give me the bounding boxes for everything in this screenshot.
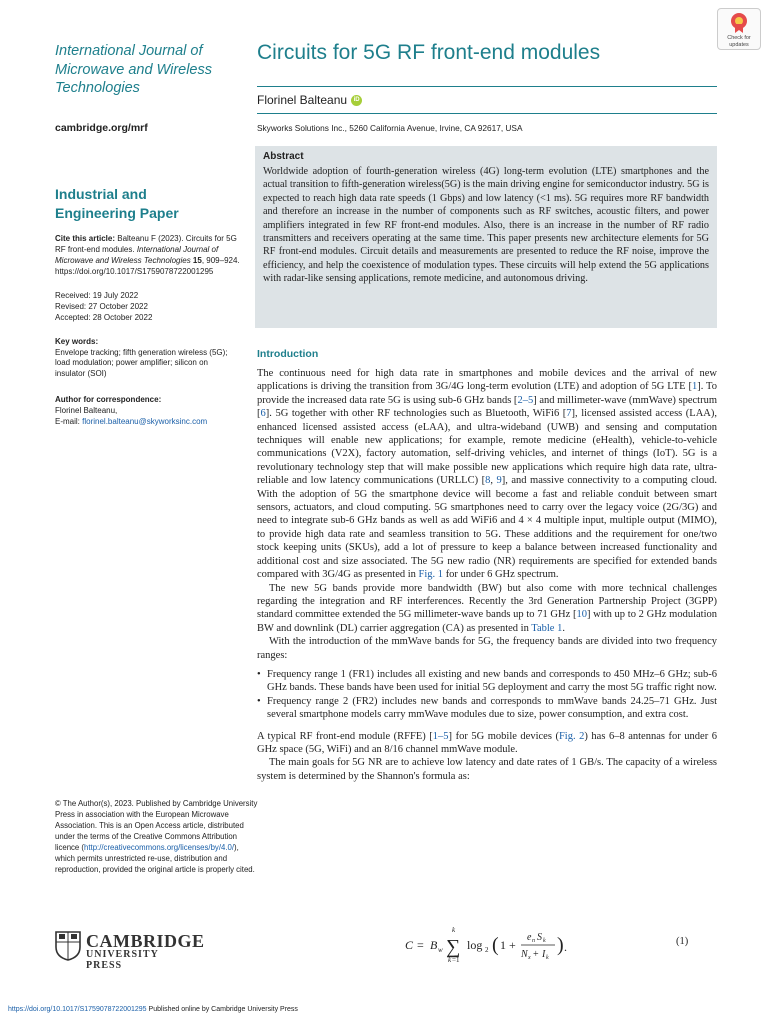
svg-text:k: k bbox=[448, 956, 452, 964]
list-item: • Frequency range 2 (FR2) includes new bands and corresponds to mmWave bands 24.25–71 GHz. Just several smartphone models carry mmWave modules due to size, power consumption, and extra cost. bbox=[267, 695, 717, 722]
svg-text:I: I bbox=[542, 949, 546, 960]
email-link[interactable]: florinel.balteanu@skyworksinc.com bbox=[82, 417, 208, 426]
svg-text:k: k bbox=[546, 955, 549, 961]
list-item: • Frequency range 1 (FR1) includes all existing and new bands and corresponds to 450 MHz–6 GHz; sub-6 GHz bands. These bands have been used for initial 5G deployment and carry the most 5G traffic right now. bbox=[267, 668, 717, 695]
shannon-formula bbox=[405, 925, 605, 965]
ref-link[interactable]: 8 bbox=[485, 475, 491, 487]
footer-text: Published online by Cambridge University Press bbox=[146, 1006, 298, 1013]
license-notice bbox=[55, 798, 260, 875]
footer-doi-link[interactable]: https://doi.org/10.1017/S1759078722001295 bbox=[8, 1006, 147, 1013]
cite-text: Balteanu F (2023). Circuits for 5G RF front-end modules. bbox=[55, 234, 237, 254]
svg-text:x: x bbox=[528, 955, 531, 961]
svg-text:log: log bbox=[467, 938, 483, 952]
keywords-block bbox=[55, 337, 240, 379]
cite-journal: International Journal of Microwave and Wireless Technologies bbox=[55, 245, 219, 265]
ref-link[interactable]: 2–5 bbox=[517, 394, 534, 406]
license-text: © The Author(s), 2023. Published by Cambridge University Press in association with the European Microwave Association. This is an Open Access article, distributed under the terms of the Creative Commons Attribution licence ( bbox=[55, 799, 258, 852]
ref-link[interactable]: 10 bbox=[576, 609, 587, 621]
figure-link[interactable]: Fig. 1 bbox=[418, 569, 444, 581]
figure-link[interactable]: Fig. 2 bbox=[558, 730, 585, 742]
author-name[interactable]: Florinel Balteanu bbox=[257, 93, 348, 107]
email-label: E-mail: bbox=[55, 417, 83, 426]
svg-text:e: e bbox=[527, 932, 532, 943]
svg-text:w: w bbox=[438, 946, 443, 954]
correspondence-name: Florinel Balteanu, bbox=[55, 406, 118, 415]
svg-text:C: C bbox=[405, 938, 414, 952]
paper-type: Industrial and Engineering Paper bbox=[55, 186, 179, 221]
paragraph: A typical RF front-end module (RFFE) [1–5] for 5G mobile devices (Fig. 2) has 6–8 antennas for under 6 GHz space (5G, WiFi) and an 8/16 channel mmWave module. bbox=[257, 730, 717, 755]
keywords-label: Key words: bbox=[55, 337, 99, 346]
author-rule bbox=[257, 113, 717, 114]
abstract-text: Worldwide adoption of fourth-generation wireless (4G) long-term evolution (LTE) smartphones and the actual transition to fifth-generation wireless(5G) is the main driving engine for semiconductor industry. 5G is expected to reach high data rate speeds (1 Gbps) and low latency (<1 ms). 5G requires more RF bandwidth and therefore an increase in the number of components such as RF switches, acoustic filters, and power amplifiers integrated in few RF front-end modules. Also, there is an increase in the number of RF radio transmitters and receivers operating at the same time. This paper presents new architecture elements for 5G RF front-end modules. Circuit details and measurements are presented to reduce the RF noise, improve the efficiency, and help the coexistence of modulation types. These circuits will help extend the 5G applications with radar-like sensing applications, remote medicine, and autonomous driving. bbox=[263, 166, 709, 285]
article-body bbox=[257, 367, 717, 783]
ref-link[interactable]: 7 bbox=[566, 408, 572, 420]
svg-text:=1: =1 bbox=[452, 956, 460, 964]
paragraph: The new 5G bands provide more bandwidth (BW) but also come with more technical challenges regarding the integration and RF interferences. Recently the 3rd Generation Partnership Project (3GPP) standard committee extended the 5G millimeter-wave bands up to 71 GHz [10] with up to 2 GHz modulation BW and downlink (DL) carrier aggregation (CA) as presented in Table 1. bbox=[257, 582, 717, 634]
section-heading-introduction: Introduction bbox=[257, 348, 319, 360]
paragraph: With the introduction of the mmWave bands for 5G, the frequency bands are divided into two frequency ranges: bbox=[257, 636, 717, 661]
ref-link[interactable]: 6 bbox=[260, 408, 266, 420]
bookmark-icon bbox=[729, 12, 749, 34]
abstract-box bbox=[255, 146, 717, 328]
logo-line1: CAMBRIDGE bbox=[86, 931, 205, 951]
svg-text:=: = bbox=[417, 938, 424, 952]
check-label-1: Check for bbox=[727, 35, 751, 41]
svg-text:(: ( bbox=[492, 934, 499, 956]
check-for-updates-button[interactable] bbox=[717, 8, 761, 50]
bullet-list bbox=[257, 668, 717, 722]
footer bbox=[8, 1006, 298, 1013]
article-title: Circuits for 5G RF front-end modules bbox=[257, 41, 601, 64]
cite-doi: , 909–924. https://doi.org/10.1017/S1759078722001295 bbox=[55, 256, 240, 276]
correspondence-block bbox=[55, 394, 245, 427]
title-rule bbox=[257, 86, 717, 87]
svg-text:2: 2 bbox=[485, 946, 489, 954]
svg-text:S: S bbox=[537, 932, 542, 943]
check-label-2: updates bbox=[729, 41, 749, 48]
paragraph: The continuous need for high data rate in smartphones and mobile devices and the arrival of new applications is driving the transition from 3G/4G long-term evolution (LTE) and adoption of 5G LTE [1]. To provide the increased data rate 5G is using sub-6 GHz bands [2–5] and millimeter-wave (mmWave) spectrum [6]. 5G together with other RF technologies such as Bluetooth, WiFi6 [7], licensed assisted access (LAA), enhanced licensed assisted access (eLAA), and ultra-wideband (UWB) and sensing and computation techniques will enable new applications; for example, remote medicine (eHealth), vehicle-to-vehicle communications (V2X), factory automation, self-driving vehicles, and internet of things (IoT). 5G is a revolutionary technology step that will make possible new applications which require high data rate, ultra-reliable and low latency communications (URLLC) [8, 9], and massive connectivity to a computing cloud. With the adoption of 5G the smartphone device will become a fast and reliable conduit between smart sensors, actuators, and cloud computing. 5G smartphones need to carry over the legacy voice (2G/3G) and need to integrate sub-6 GHz bands as well as add WiFi6 and 4 × 4 multiple input, multiple output (MIMO), to provide high data rate and seamless transition to 5G. These additions and the requirement for one/two stock keeping units (SKUs), add a lot of pressure to keep a balance between increased functionality and additional cost and size associated. The 5G new radio (NR) requirements are specified for extended bands compared with 3G/4G as presented in Fig. 1 for under 6 GHz spectrum. bbox=[257, 368, 718, 581]
cite-label: Cite this article: bbox=[55, 234, 116, 243]
cite-volume: 15 bbox=[190, 256, 202, 265]
cambridge-logo bbox=[55, 931, 205, 971]
orcid-icon[interactable]: iD bbox=[351, 95, 362, 106]
correspondence-label: Author for correspondence: bbox=[55, 395, 162, 404]
accepted-date: Accepted: 28 October 2022 bbox=[55, 313, 153, 322]
revised-date: Revised: 27 October 2022 bbox=[55, 302, 148, 311]
svg-text:B: B bbox=[430, 938, 438, 952]
svg-text:N: N bbox=[521, 949, 528, 960]
svg-text:k: k bbox=[543, 938, 546, 944]
ref-link[interactable]: 1 bbox=[691, 381, 698, 393]
received-date: Received: 19 July 2022 bbox=[55, 291, 139, 300]
journal-name: International Journal of Microwave and Wireless Technologies bbox=[55, 43, 213, 96]
affiliation: Skyworks Solutions Inc., 5260 California Avenue, Irvine, CA 92617, USA bbox=[257, 123, 523, 133]
shield-icon bbox=[55, 931, 81, 961]
svg-text:∑: ∑ bbox=[446, 936, 461, 958]
svg-text:.: . bbox=[564, 940, 567, 954]
journal-site-link[interactable]: cambridge.org/mrf bbox=[55, 122, 148, 134]
svg-text:+: + bbox=[533, 949, 539, 960]
equation-number: (1) bbox=[676, 936, 689, 947]
svg-text:k: k bbox=[452, 926, 456, 934]
citation-block bbox=[55, 233, 240, 277]
license-link[interactable]: http://creativecommons.org/licenses/by/4.0/ bbox=[84, 843, 234, 852]
svg-text:1 +: 1 + bbox=[500, 938, 516, 952]
author-line bbox=[257, 93, 362, 107]
ref-link[interactable]: 9 bbox=[496, 475, 502, 487]
abstract-heading: Abstract bbox=[263, 151, 304, 162]
ref-link[interactable]: 1–5 bbox=[432, 730, 449, 742]
paragraph: The main goals for 5G NR are to achieve low latency and date rates of 1 GB/s. The capacity of a wireless system is determined by the Shannon's formula as: bbox=[257, 757, 717, 782]
history-dates bbox=[55, 290, 240, 323]
svg-text:n: n bbox=[532, 938, 535, 944]
table-link[interactable]: Table 1 bbox=[531, 622, 563, 634]
svg-text:): ) bbox=[557, 934, 564, 956]
keywords-text: Envelope tracking; fifth generation wireless (5G); load modulation; power amplifier; silicon on insulator (SOI) bbox=[55, 347, 228, 378]
license-text-end: ), which permits unrestricted re-use, distribution and reproduction, provided the original article is properly cited. bbox=[55, 843, 255, 874]
logo-line2: UNIVERSITY PRESS bbox=[86, 949, 159, 971]
